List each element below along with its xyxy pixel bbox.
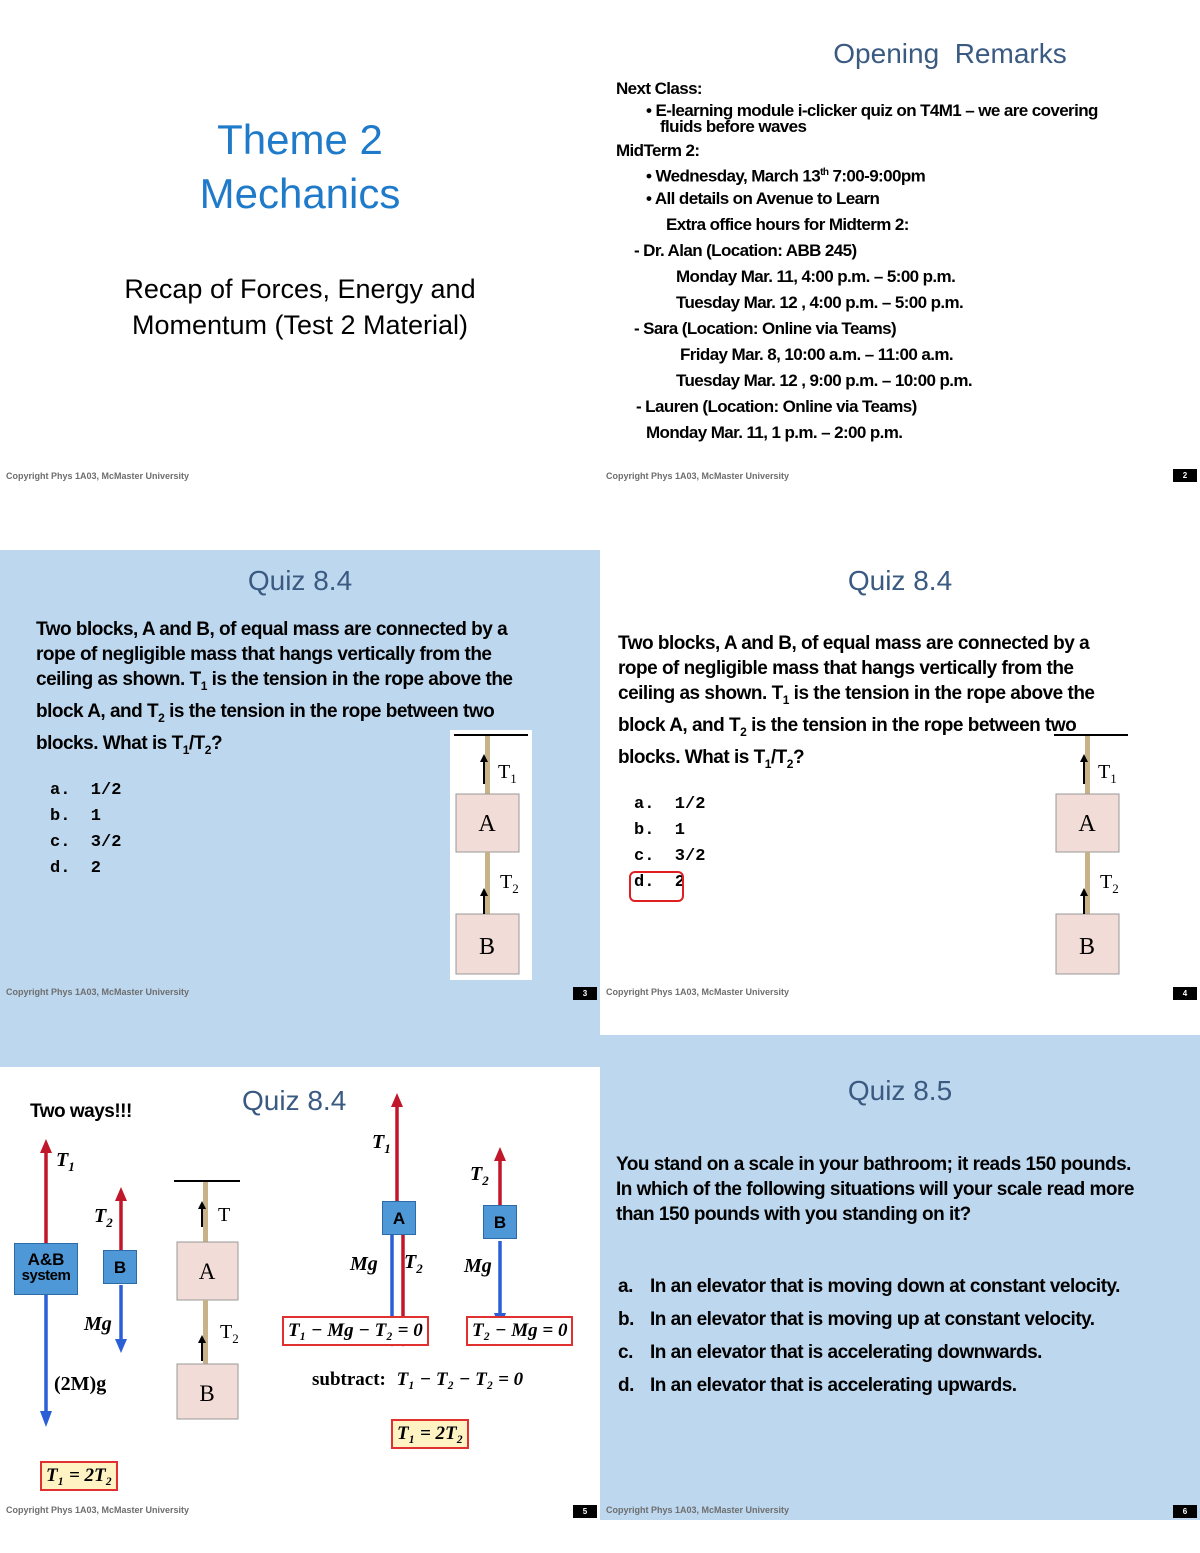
- question-line: In which of the following situations will your scale read more: [616, 1179, 1134, 1200]
- result-equation: T₁ = 2T₂: [391, 1419, 469, 1449]
- copyright: Copyright Phys 1A03, McMaster University: [606, 987, 790, 997]
- ab-system-label: A&B: [27, 1250, 65, 1269]
- next-class-item: • E-learning module i-clicker quiz on T4M1 – we are covering: [646, 101, 1098, 120]
- mg-label: Mg: [350, 1253, 378, 1275]
- slide-quiz-8-4-question: [0, 550, 600, 1067]
- question-text: [616, 1152, 1200, 1227]
- tension-t2-label: $T_2$: [1100, 871, 1119, 896]
- option-d[interactable]: d. 2: [634, 873, 686, 892]
- option-b[interactable]: b. In an elevator that is moving up at constant velocity.: [618, 1309, 1095, 1330]
- question-line: blocks. What is $T_1/T_2$?: [618, 746, 805, 771]
- block-a-label: A: [1078, 811, 1096, 837]
- slide-title: Opening Remarks: [833, 38, 1067, 69]
- question-line: block A, and $T_2$ is the tension in the rope between two: [36, 700, 495, 725]
- block-a-label: A: [198, 1259, 216, 1284]
- mg-label: Mg: [464, 1255, 492, 1277]
- option-b[interactable]: b. 1: [50, 807, 102, 826]
- option-b[interactable]: b. 1: [634, 821, 686, 840]
- t2-label: $T_2$: [94, 1205, 113, 1230]
- midterm-date: Wednesday, March 13: [655, 166, 821, 186]
- next-class-bold: T4M1 – we are covering: [920, 101, 1098, 120]
- option-d[interactable]: d. In an elevator that is accelerating upwards.: [618, 1375, 1017, 1396]
- tension-t1-label: $T_1$: [1098, 761, 1117, 786]
- ta-lauren: - Lauren (Location: Online via Teams): [636, 396, 917, 416]
- option-a[interactable]: a. 1/2: [50, 781, 122, 800]
- option-c[interactable]: c. In an elevator that is accelerating downwards.: [618, 1342, 1042, 1363]
- hanging-blocks-figure: [1050, 730, 1132, 980]
- t2-label: $T_2$: [404, 1251, 423, 1276]
- question-line: rope of negligible mass that hangs vertically from the: [618, 658, 1074, 679]
- tension-t1-label: T: [218, 1204, 231, 1226]
- remarks-body: [616, 78, 1196, 444]
- mg-label: Mg: [84, 1313, 112, 1335]
- slide-title: Quiz 8.4: [242, 1085, 347, 1116]
- equation-block-a: T₁ − Mg − T₂ = 0: [282, 1316, 429, 1346]
- slide-quiz-8-4-answer: [600, 550, 1200, 1067]
- option-d[interactable]: d. 2: [50, 859, 102, 878]
- question-line: Two blocks, A and B, of equal mass are connected by a: [618, 633, 1090, 654]
- t2-label: $T_2$: [470, 1163, 489, 1188]
- question-line: You stand on a scale in your bathroom; it reads 150 pounds.: [616, 1154, 1131, 1175]
- subtract-label: subtract:: [312, 1369, 386, 1390]
- two-ways-label: Two ways!!!: [30, 1101, 132, 1122]
- slide-quiz-8-5: [600, 1035, 1200, 1520]
- slide-title: Quiz 8.5: [847, 1075, 953, 1106]
- question-line: ceiling as shown. $T_1$ is the tension in the rope above the: [618, 683, 1095, 707]
- block-b-fbd: B: [483, 1205, 517, 1239]
- question-line: Two blocks, A and B, of equal mass are connected by a: [36, 619, 508, 640]
- question-line: block A, and $T_2$ is the tension in the rope between two: [618, 714, 1077, 739]
- t1-label: $T_1$: [56, 1149, 75, 1174]
- subtract-equation: T₁ − T₂ − T₂ = 0: [396, 1369, 524, 1390]
- copyright: Copyright Phys 1A03, McMaster University: [6, 987, 190, 997]
- option-c[interactable]: c. 3/2: [50, 833, 122, 852]
- answer-options: [618, 1270, 1198, 1402]
- ta-alan-time2: Tuesday Mar. 12 , 4:00 p.m. – 5:00 p.m.: [676, 292, 964, 312]
- page-number: 6: [1173, 1505, 1197, 1518]
- midterm-label: MidTerm 2:: [616, 141, 700, 160]
- hanging-blocks-figure: [450, 730, 532, 980]
- block-b-label: B: [1078, 934, 1096, 960]
- option-a[interactable]: a. 1/2: [634, 795, 706, 814]
- two-m-g-label: (2M)g: [54, 1373, 107, 1395]
- question-line: blocks. What is $T_1/T_2$?: [36, 732, 223, 757]
- ab-system-block: [14, 1243, 78, 1295]
- equation-block-b: T₂ − Mg = 0: [466, 1316, 573, 1346]
- next-class-cont: fluids before waves: [660, 117, 807, 136]
- block-b-label: B: [478, 934, 496, 960]
- result-equation-left: T₁ = 2T₂: [40, 1461, 118, 1491]
- ta-sara-time1: Friday Mar. 8, 10:00 a.m. – 11:00 a.m.: [680, 344, 953, 364]
- ta-sara-time2: Tuesday Mar. 12 , 9:00 p.m. – 10:00 p.m.: [676, 370, 972, 390]
- slide-theme-title: [0, 0, 600, 517]
- block-b-label: B: [199, 1381, 215, 1406]
- ta-lauren-time1: Monday Mar. 11, 1 p.m. – 2:00 p.m.: [646, 422, 903, 442]
- next-class-text: E-learning module i-clicker quiz on: [655, 101, 916, 120]
- copyright: Copyright Phys 1A03, McMaster University: [6, 471, 190, 481]
- ab-system-label: system: [21, 1267, 71, 1284]
- slide-title: Quiz 8.4: [247, 565, 353, 596]
- block-b-fbd: B: [103, 1250, 137, 1284]
- ta-sara: - Sara (Location: Online via Teams): [634, 318, 897, 338]
- question-line: rope of negligible mass that hangs vertically from the: [36, 644, 492, 665]
- extra-hours: Extra office hours for Midterm 2:: [666, 214, 909, 234]
- copyright: Copyright Phys 1A03, McMaster University: [6, 1505, 190, 1515]
- midterm-time: 7:00-9:00pm: [828, 166, 926, 186]
- slide-opening-remarks: [600, 0, 1200, 517]
- midterm-item1: • Wednesday, March 13th 7:00-9:00pm: [646, 166, 926, 186]
- page-number: 2: [1173, 469, 1197, 482]
- slide-subtitle-line2: Momentum (Test 2 Material): [131, 310, 469, 340]
- page-number: 4: [1173, 987, 1197, 1000]
- option-a[interactable]: a. In an elevator that is moving down at constant velocity.: [618, 1276, 1120, 1297]
- hanging-blocks-figure: [172, 1175, 248, 1425]
- tension-t1-label: $T_1$: [498, 761, 517, 786]
- ta-alan: - Dr. Alan (Location: ABB 245): [634, 240, 857, 260]
- slide-title-line1: Theme 2: [217, 116, 383, 163]
- midterm-details: All details on Avenue to Learn: [654, 188, 880, 208]
- slide-title-line2: Mechanics: [199, 170, 401, 217]
- t1-label: $T_1$: [372, 1131, 391, 1156]
- midterm-date-sup: th: [820, 167, 829, 178]
- copyright: Copyright Phys 1A03, McMaster University: [606, 471, 790, 481]
- midterm-item2: • All details on Avenue to Learn: [646, 188, 880, 208]
- correct-answer-highlight: [629, 871, 684, 902]
- block-a-label: A: [478, 811, 496, 837]
- ta-alan-time1: Monday Mar. 11, 4:00 p.m. – 5:00 p.m.: [676, 266, 956, 286]
- page-number: 3: [573, 987, 597, 1000]
- option-c[interactable]: c. 3/2: [634, 847, 706, 866]
- page-number: 5: [573, 1505, 597, 1518]
- tension-t2-label: $T_2$: [220, 1321, 239, 1346]
- question-line: ceiling as shown. $T_1$ is the tension in the rope above the: [36, 669, 513, 693]
- copyright: Copyright Phys 1A03, McMaster University: [606, 1505, 790, 1515]
- slide-subtitle-line1: Recap of Forces, Energy and: [124, 274, 476, 304]
- answer-options: [50, 778, 121, 882]
- question-line: than 150 pounds with you standing on it?: [616, 1204, 971, 1225]
- subtract-line: [312, 1369, 523, 1391]
- block-a-fbd: A: [382, 1201, 416, 1235]
- slide-title: Quiz 8.4: [847, 565, 953, 596]
- tension-t2-label: $T_2$: [500, 871, 519, 896]
- slide-quiz-8-4-solution: [0, 1035, 600, 1553]
- next-class-label: Next Class:: [616, 79, 702, 98]
